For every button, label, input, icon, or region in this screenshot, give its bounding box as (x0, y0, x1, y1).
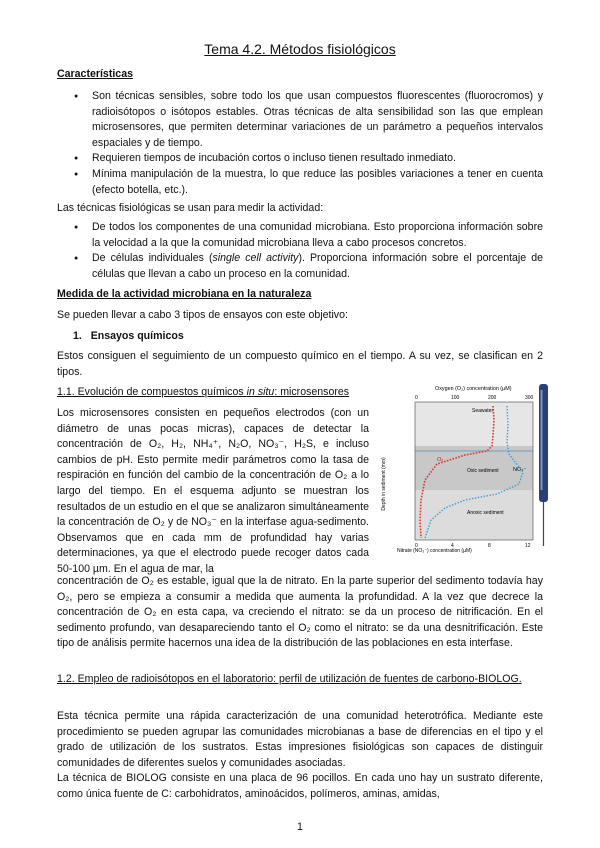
tecnicas-list (57, 220, 543, 282)
numbered-heading-ensayos (57, 329, 543, 345)
bottom-tick: 4 (451, 543, 454, 549)
heading-text: 1.1. Evolución de compuestos químicos (57, 386, 247, 398)
item-number: 1. (73, 330, 82, 342)
zone-label-oxic: Oxic sediment (467, 468, 499, 474)
list-item: ● Requieren tiempos de incubación cortos o incluso tienen resultado inmediato. (57, 151, 543, 167)
top-tick: 300 (525, 395, 534, 401)
page-title: Tema 4.2. Métodos fisiológicos (204, 41, 396, 57)
section-heading-1-2: 1.2. Empleo de radioisótopos en el laboratorio: perfil de utilización de fuentes de carbono-BIOLOG. (57, 673, 522, 685)
zone-label-seawater: Seawater (472, 408, 494, 414)
section-heading-caracteristicas: Características (57, 68, 133, 80)
section-heading-1-1 (57, 385, 367, 401)
bottom-axis-title: Nitrate (NO₃⁻) concentration (µM) (397, 548, 472, 554)
list-item-text: ). Proporciona información sobre el porcentaje de células que llevan a cabo un proceso en la comunidad. (92, 252, 543, 280)
biolog-paragraph-1: Esta técnica permite una rápida caracterización de una comunidad heterotrófica. Mediante este procedimiento se pueden agrupar las comunidades microbianas a base de diferencias en el tipo y el grado de utilización de los sustratos. Estas impresiones fisiológicas son capaces de distinguir comunidades de diferentes suelos y comunidades asociadas. (57, 710, 543, 769)
biolog-paragraph-2: La técnica de BIOLOG consiste en una placa de 96 pocillos. En cada uno hay un sustrato diferente, como única fuente de C: carbohidratos, aminoácidos, polímeros, aminas, amidas, (57, 772, 543, 800)
medida-intro: Se pueden llevar a cabo 3 tipos de ensayos con este objetivo: (57, 309, 348, 321)
page-number: 1 (297, 821, 303, 833)
list-item: ● De todos los componentes de una comunidad microbiana. Esto proporciona información sobre la velocidad a la que la comunidad microbiana lleva a cabo procesos concretos. (57, 220, 543, 251)
bottom-tick: 12 (525, 543, 531, 549)
electrode-highlight (541, 390, 543, 490)
list-item (57, 251, 543, 282)
list-item-text: De células individuales ( (92, 252, 213, 265)
section-heading-medida: Medida de la actividad microbiana en la naturaleza (57, 288, 312, 300)
top-axis-title: Oxygen (O₂) concentration (µM) (435, 386, 512, 392)
microsensores-paragraph-wrap: Los microsensores consisten en pequeños electrodos (con un diámetro de unas pocas micras), capaces de detectar la concentración de O₂, H₂, NH₄⁺, N₂O, NO₃⁻, H₂S, e incluso cambios de pH. Esto permite medir parámetros como la tasa de respiración en función del cambio de la concentración de O₂ a lo largo del tiempo. En el esquema adjunto se muestran los resultados de un estudio en el que se analizaron simultáneamente la concentración de O₂ y de NO₃⁻ en la interfase agua-sedimento. Observamos que en cada mm de profundidad hay varias determinaciones, ya que el electrodo puede recoger datos cada 50-100 µm. En el agua de mar, la (57, 407, 369, 575)
top-tick: 0 (415, 395, 418, 401)
top-tick: 200 (488, 395, 497, 401)
no3-curve-label: NO₃⁻ (513, 467, 527, 473)
list-item: ● Son técnicas sensibles, sobre todo los que usan compuestos fluorescentes (fluorocromos) y radioisótopos o isótopos estables. Otras técnicas de alta sensibilidad son las que emplean microsensores, que permiten determinar variaciones de un parámetro a pequeños intervalos espaciales y de tiempo. (57, 89, 543, 151)
list-item: ● Mínima manipulación de la muestra, lo que reduce las posibles variaciones a tener en cuenta (efecto botella, etc.). (57, 167, 543, 198)
heading-text: : microsensores (274, 386, 350, 398)
item-label: Ensayos químicos (90, 330, 184, 342)
bottom-tick: 8 (488, 543, 491, 549)
electrode-body (539, 384, 548, 502)
heading-emphasis: in situ (246, 386, 275, 398)
list-item-emphasis: single cell activity (212, 252, 299, 265)
ensayos-paragraph: Estos consiguen el seguimiento de un compuesto químico en el tiempo. A su vez, se clasifican en 2 tipos. (57, 350, 543, 378)
zone-label-anoxic: Anoxic sediment (467, 510, 504, 516)
microsensor-profile-figure (375, 380, 551, 554)
o2-curve-label: O₂ (437, 457, 444, 463)
tecnicas-intro: Las técnicas fisiológicas se usan para medir la actividad: (57, 202, 324, 214)
left-axis-title: Depth in sediment (mm) (381, 457, 387, 511)
microsensores-paragraph-full: concentración de O₂ es estable, igual que la de nitrato. En la parte superior del sedimento todavía hay O₂, pero se empieza a consumir a medida que aumenta la profundidad. A la vez que decrece la concentración de O₂ en esta capa, va creciendo el nitrato: se da un proceso de nitrificación. En el sedimento profundo, van desapareciendo tanto el O₂ como el nitrato: se da una desnitrificación. Este tipo de análisis permite hacernos una idea de la distribución de las poblaciones en esta interfase. (57, 575, 543, 650)
caracteristicas-list (57, 89, 543, 198)
top-tick: 100 (451, 395, 460, 401)
bottom-tick: 0 (415, 543, 418, 549)
microsensor-electrode (539, 384, 548, 546)
